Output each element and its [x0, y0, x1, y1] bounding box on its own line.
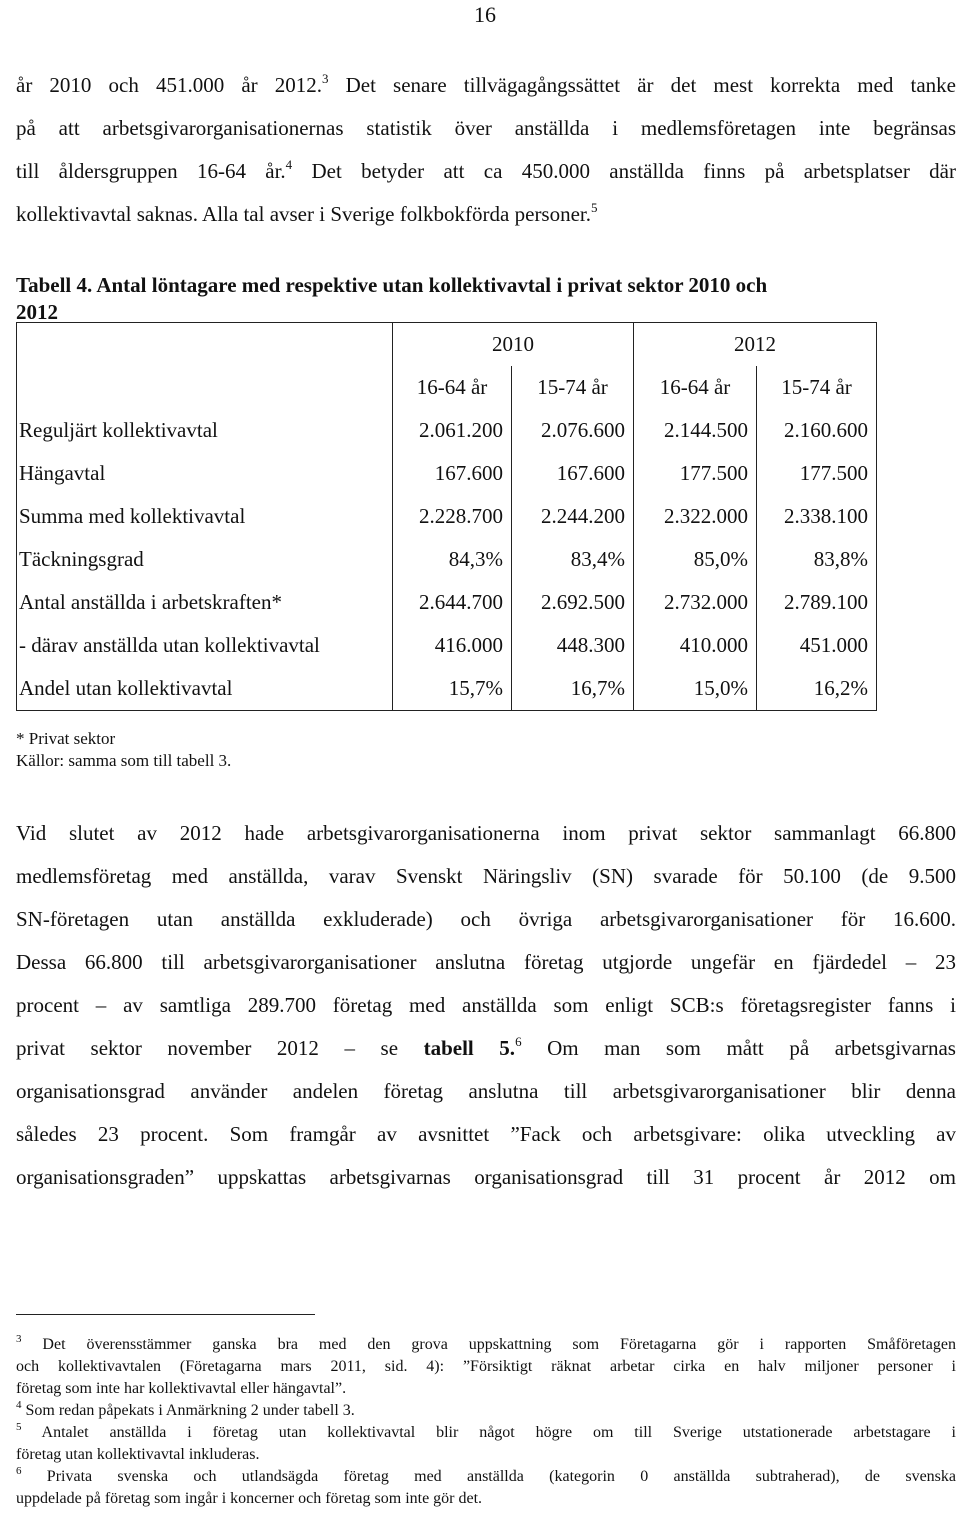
text-line: SN-företagen utan anställda exkluderade) och övriga arbetsgivarorganisationer för 16.600.: [16, 907, 956, 931]
table-caption: [16, 272, 946, 326]
text-line: således 23 procent. Som framgår av avsnittet ”Fack och arbetsgivare: olika utveckling av: [16, 1122, 956, 1146]
footnote-5-cont: företag utan kollektivavtal inkluderas.: [16, 1446, 260, 1463]
table-cell: 85,0%: [634, 538, 757, 581]
table-row: [17, 581, 877, 624]
table-cell: 2.144.500: [634, 409, 757, 452]
row-label: Andel utan kollektivavtal: [17, 667, 393, 711]
row-label: Summa med kollektivavtal: [17, 495, 393, 538]
table-cell: 167.600: [393, 452, 512, 495]
table-cell: 451.000: [757, 624, 877, 667]
footnote-ref[interactable]: 4: [285, 157, 293, 172]
footnote-3: $^3$ Det överensstämmer ganska bra med den grova uppskattning som Företagarna gör i rapporten Småföretagen: [16, 1333, 956, 1353]
row-label: Antal anställda i arbetskraften*: [17, 581, 393, 624]
row-label: Täckningsgrad: [17, 538, 393, 581]
text-line: medlemsföretag med anställda, varav Svenskt Näringsliv (SN) svarade för 50.100 (de 9.500: [16, 864, 956, 888]
age-header: 16-64 år: [393, 366, 512, 409]
text-line: procent – av samtliga 289.700 företag med anställda som enligt SCB:s företagsregister fanns i: [16, 993, 956, 1017]
footnotes: [16, 1334, 956, 1510]
table-row: [17, 624, 877, 667]
table-cell: 448.300: [512, 624, 634, 667]
footnote-3-cont: företag som inte har kollektivavtal eller hängavtal”.: [16, 1380, 347, 1397]
intro-paragraph: [16, 64, 956, 236]
footnote-5: $^5$ Antalet anställda i företag utan kollektivavtal blir något högre om till Sverige utstationerade arbetstagare i: [16, 1421, 956, 1441]
table-cell: 84,3%: [393, 538, 512, 581]
footnote-divider: [16, 1314, 315, 1315]
footnote-3-cont: och kollektivavtalen (Företagarna mars 2011, sid. 4): ”Försiktigt räknat arbetar cirka en halv miljoner personer i: [16, 1358, 956, 1375]
table-row: [17, 667, 877, 711]
table-cell: 167.600: [512, 452, 634, 495]
table-cell: 2.076.600: [512, 409, 634, 452]
row-label: Reguljärt kollektivavtal: [17, 409, 393, 452]
table-cell: 410.000: [634, 624, 757, 667]
text-line: till åldersgruppen 16-64 år.$^4$ Det betyder att ca 450.000 anställda finns på arbetsplatser där: [16, 157, 956, 183]
table-cell: 2.228.700: [393, 495, 512, 538]
text-line: Dessa 66.800 till arbetsgivarorganisationer anslutna företag utgjorde ungefär en fjärdedel – 23: [16, 950, 956, 974]
row-label: Hängavtal: [17, 452, 393, 495]
table-row: [17, 452, 877, 495]
table-cell: 2.644.700: [393, 581, 512, 624]
table-cell: 16,2%: [757, 667, 877, 711]
table-cell: 2.692.500: [512, 581, 634, 624]
table-cell: 15,7%: [393, 667, 512, 711]
table-cell: 15,0%: [634, 667, 757, 711]
data-table: [16, 322, 877, 711]
table-row: [17, 409, 877, 452]
text-line: organisationsgraden” uppskattas arbetsgivarnas organisationsgrad till 31 procent år 2012 om: [16, 1165, 956, 1189]
table-cell: 2.061.200: [393, 409, 512, 452]
empty-header-cell: [17, 323, 393, 367]
table-cell: 2.244.200: [512, 495, 634, 538]
footnote-6-cont: uppdelade på företag som ingår i koncerner och företag som inte gör det.: [16, 1490, 483, 1507]
age-header-row: [17, 366, 877, 409]
table-cell: 2.322.000: [634, 495, 757, 538]
age-header: 16-64 år: [634, 366, 757, 409]
body-paragraph: [16, 812, 956, 1199]
empty-header-cell: [17, 366, 393, 409]
table-cell: 2.160.600: [757, 409, 877, 452]
text-line: år 2010 och 451.000 år 2012.$^3$ Det senare tillvägagångssättet är det mest korrekta med tanke: [16, 71, 956, 97]
age-header: 15-74 år: [512, 366, 634, 409]
page-number: 16: [474, 2, 496, 27]
table-cell: 2.732.000: [634, 581, 757, 624]
footnote-4: $^4$ Som redan påpekats i Anmärkning 2 under tabell 3.: [16, 1399, 355, 1419]
text-line: organisationsgrad använder andelen företag anslutna till arbetsgivarorganisationer blir denna: [16, 1079, 956, 1103]
text-line: på att arbetsgivarorganisationernas statistik över anställda i medlemsföretagen inte begränsas: [16, 116, 956, 140]
row-label: - därav anställda utan kollektivavtal: [17, 624, 393, 667]
text-line: Vid slutet av 2012 hade arbetsgivarorganisationerna inom privat sektor sammanlagt 66.800: [16, 821, 956, 845]
table-cell: 177.500: [757, 452, 877, 495]
table-cell: 83,8%: [757, 538, 877, 581]
table-row: [17, 538, 877, 581]
table-notes: [16, 728, 231, 772]
footnote-ref[interactable]: 5: [591, 200, 598, 215]
text-line: privat sektor november 2012 – se tabell 5.$^6$ Om man som mått på arbetsgivarnas: [16, 1034, 956, 1060]
year-header-2010: 2010: [393, 323, 634, 367]
table-reference[interactable]: tabell 5.: [423, 1036, 516, 1060]
table-cell: 16,7%: [512, 667, 634, 711]
table-row: [17, 495, 877, 538]
footnote-ref[interactable]: 6: [515, 1034, 522, 1049]
table-cell: 2.789.100: [757, 581, 877, 624]
table-source: Källor: samma som till tabell 3.: [16, 751, 232, 770]
footnote-6: $^6$ Privata svenska och utlandsägda företag med anställda (kategorin 0 anställda subtraherad), de svenska: [16, 1465, 956, 1485]
caption-line: Tabell 4. Antal löntagare med respektive utan kollektivavtal i privat sektor 2010 och: [16, 273, 768, 297]
table-cell: 2.338.100: [757, 495, 877, 538]
age-header: 15-74 år: [757, 366, 877, 409]
table-cell: 416.000: [393, 624, 512, 667]
table-cell: 177.500: [634, 452, 757, 495]
caption-line: 2012: [16, 300, 58, 324]
year-header-2012: 2012: [634, 323, 877, 367]
year-header-row: [17, 323, 877, 367]
text-line: kollektivavtal saknas. Alla tal avser i Sverige folkbokförda personer.$^5$: [16, 200, 598, 226]
footnote-ref[interactable]: 3: [322, 71, 329, 86]
table-cell: 83,4%: [512, 538, 634, 581]
table-note: * Privat sektor: [16, 729, 116, 748]
